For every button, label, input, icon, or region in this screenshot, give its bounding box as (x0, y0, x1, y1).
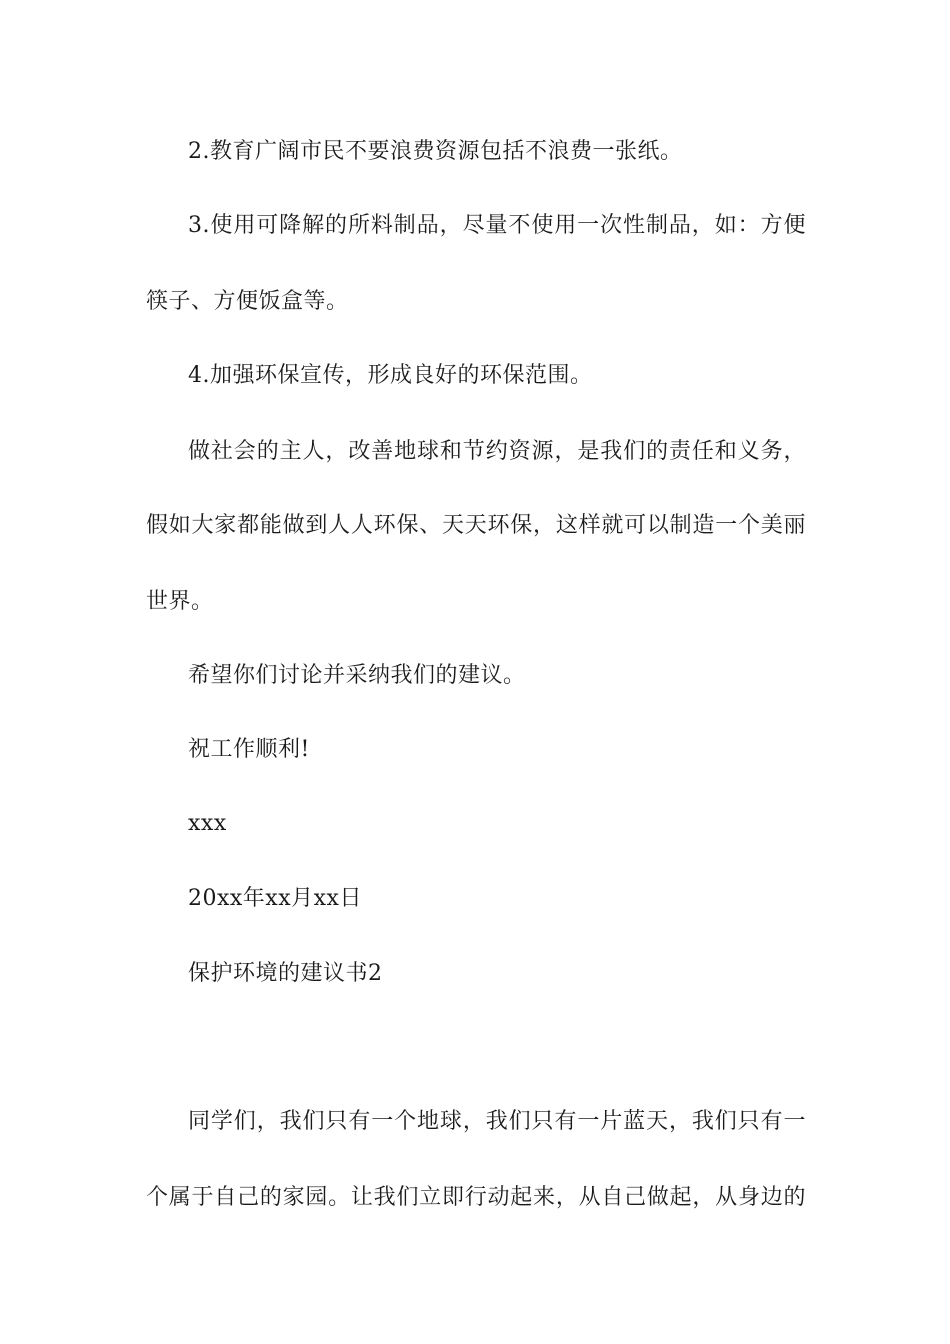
closing-paragraph-line-2: 假如大家都能做到人人环保、天天环保，这样就可以制造一个美丽 (146, 513, 806, 538)
hope-sentence: 希望你们讨论并采纳我们的建议。 (188, 663, 526, 688)
paragraph-item-2: 2.教育广阔市民不要浪费资源包括不浪费一张纸。 (188, 139, 683, 164)
paragraph-item-3-line-2: 筷子、方便饭盒等。 (146, 289, 349, 314)
closing-paragraph-line-3: 世界。 (146, 589, 214, 614)
paragraph-item-3-line-1: 3.使用可降解的所料制品，尽量不使用一次性制品，如：方便 (188, 213, 806, 238)
paragraph-item-4: 4.加强环保宣传，形成良好的环保范围。 (188, 363, 593, 388)
blessing-line: 祝工作顺利! (188, 737, 310, 762)
closing-paragraph-line-1: 做社会的主人，改善地球和节约资源，是我们的责任和义务， (188, 439, 806, 464)
signature-date: 20xx年xx月xx日 (188, 886, 362, 911)
body-paragraph-line-2: 个属于自己的家园。让我们立即行动起来，从自己做起，从身边的 (146, 1185, 806, 1210)
body-paragraph-line-1: 同学们，我们只有一个地球，我们只有一片蓝天，我们只有一 (188, 1109, 806, 1134)
section-title: 保护环境的建议书2 (188, 961, 383, 986)
signature-name: xxx (188, 811, 227, 836)
